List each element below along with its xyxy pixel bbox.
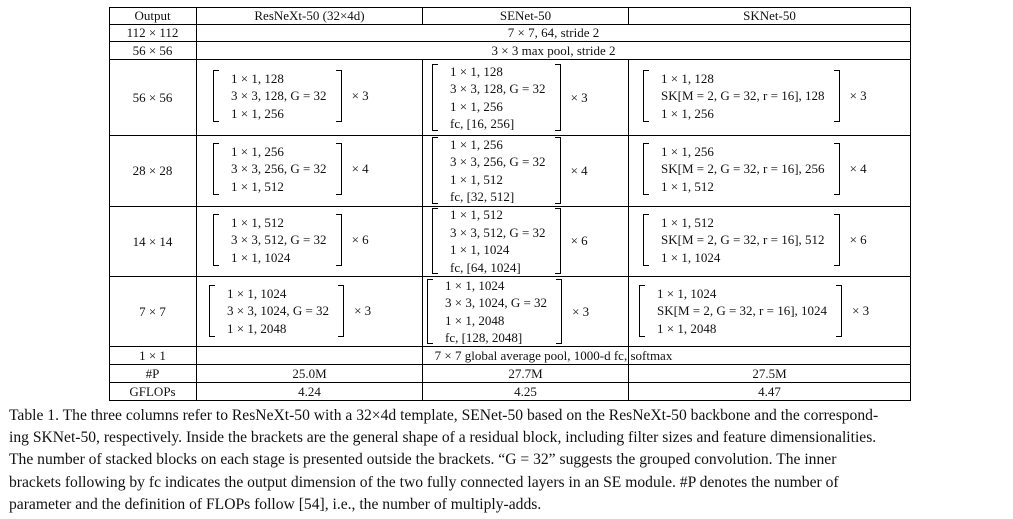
sknet-block-7 — [639, 283, 869, 339]
params-label: #P — [145, 365, 160, 381]
caption-line: Table 1. The three columns refer to ResNeXt-50 with a 32×4d template, SENet-50 based on the ResNeXt-50 backbone and the correspond- — [9, 407, 879, 424]
senet-block-14 — [432, 206, 588, 276]
block-line: 3 × 3, 128, G = 32 — [231, 88, 327, 104]
block-line: SK[M = 2, G = 32, r = 16], 128 — [661, 88, 825, 104]
output-28: 28 × 28 — [132, 163, 173, 178]
block-line: 3 × 3, 1024, G = 32 — [227, 303, 330, 319]
gflops-sknet: 4.47 — [758, 383, 781, 399]
block-line: 1 × 1, 1024 — [661, 249, 721, 265]
architecture-table — [109, 7, 911, 401]
resnext-block-14 — [213, 212, 369, 268]
block-line: SK[M = 2, G = 32, r = 16], 512 — [661, 232, 825, 248]
repeat-count: × 6 — [351, 232, 369, 247]
output-7: 7 × 7 — [139, 303, 166, 319]
params-senet: 27.7M — [508, 365, 543, 381]
repeat-count: × 4 — [570, 162, 588, 178]
block-line: 1 × 1, 512 — [661, 214, 714, 230]
block-line: 1 × 1, 512 — [231, 214, 284, 230]
output-1: 1 × 1 — [139, 347, 166, 363]
repeat-count: × 3 — [572, 303, 590, 319]
sknet-block-28 — [643, 141, 867, 197]
block-line: 3 × 3, 128, G = 32 — [450, 81, 546, 96]
block-line: 1 × 1, 1024 — [657, 285, 717, 301]
gflops-resnext: 4.24 — [298, 383, 321, 399]
caption-line: brackets following by fc indicates the output dimension of the two fully connected layers in an SE module. #P denotes the number of — [9, 473, 839, 491]
block-line: 1 × 1, 256 — [661, 143, 714, 159]
output-56: 56 × 56 — [132, 89, 173, 105]
block-line: 1 × 1, 2048 — [657, 320, 717, 336]
header-senet: SENet-50 — [499, 8, 552, 23]
block-line: 1 × 1, 1024 — [227, 285, 287, 301]
block-line: 1 × 1, 128 — [231, 70, 284, 86]
header-sknet: SKNet-50 — [743, 8, 796, 23]
block-line: 1 × 1, 256 — [231, 105, 284, 121]
repeat-count: × 4 — [849, 161, 867, 176]
block-line: 1 × 1, 1024 — [450, 242, 510, 257]
header-output: Output — [134, 8, 171, 23]
resnext-block-28 — [213, 141, 369, 197]
block-line: fc, [16, 256] — [450, 116, 515, 131]
block-line: 3 × 3, 512, G = 32 — [231, 232, 327, 248]
block-line: 1 × 1, 256 — [661, 105, 714, 121]
block-line: 1 × 1, 1024 — [231, 249, 291, 265]
repeat-count: × 3 — [852, 303, 870, 318]
output-112: 112 × 112 — [126, 25, 179, 40]
repeat-count: × 3 — [354, 303, 372, 318]
sknet-block-56 — [643, 68, 867, 124]
params-sknet: 27.5M — [752, 365, 787, 381]
block-line: 1 × 1, 256 — [450, 136, 503, 152]
resnext-block-7 — [209, 283, 371, 339]
block-line: 3 × 3, 256, G = 32 — [231, 161, 327, 177]
repeat-count: × 3 — [849, 88, 867, 103]
block-line: 1 × 1, 256 — [231, 143, 284, 159]
caption-line: The number of stacked blocks on each stage is presented outside the brackets. “G = 32” suggests the grouped convolution. The inner — [9, 451, 837, 469]
block-line: SK[M = 2, G = 32, r = 16], 1024 — [657, 303, 828, 319]
block-line: fc, [128, 2048] — [445, 330, 523, 345]
senet-block-7 — [427, 277, 589, 346]
header-resnext: ResNeXt-50 (32×4d) — [254, 8, 365, 23]
block-line: 3 × 3, 1024, G = 32 — [445, 295, 548, 310]
block-line: 3 × 3, 256, G = 32 — [450, 154, 546, 169]
block-line: 1 × 1, 512 — [231, 178, 284, 194]
block-line: fc, [64, 1024] — [450, 259, 521, 275]
block-line: SK[M = 2, G = 32, r = 16], 256 — [661, 161, 825, 177]
gflops-label: GFLOPs — [129, 383, 176, 399]
maxpool-spec: 3 × 3 max pool, stride 2 — [491, 42, 616, 58]
params-resnext: 25.0M — [292, 365, 327, 381]
classifier-spec: 7 × 7 global average pool, 1000-d fc, softmax — [434, 347, 673, 363]
block-line: 1 × 1, 512 — [661, 178, 714, 194]
repeat-count: × 6 — [570, 233, 588, 248]
caption-line: parameter and the definition of FLOPs follow [54], i.e., the number of multiply-adds. — [9, 495, 542, 513]
resnext-block-56 — [213, 68, 369, 124]
repeat-count: × 4 — [351, 161, 369, 176]
output-14: 14 × 14 — [132, 233, 173, 249]
block-line: 1 × 1, 2048 — [445, 312, 505, 328]
block-line: 1 × 1, 128 — [450, 63, 503, 79]
block-line: 1 × 1, 512 — [450, 207, 503, 222]
conv1-spec: 7 × 7, 64, stride 2 — [507, 25, 600, 40]
repeat-count: × 6 — [849, 232, 867, 247]
senet-block-28 — [432, 135, 588, 206]
block-line: 1 × 1, 2048 — [227, 320, 287, 336]
block-line: 1 × 1, 1024 — [445, 277, 505, 293]
block-line: 3 × 3, 512, G = 32 — [450, 224, 546, 240]
table-caption — [9, 405, 1007, 516]
gflops-senet: 4.25 — [514, 383, 537, 399]
block-line: 1 × 1, 512 — [450, 171, 503, 187]
repeat-count: × 3 — [351, 88, 369, 103]
sknet-block-14 — [643, 212, 867, 268]
repeat-count: × 3 — [570, 89, 588, 105]
block-line: 1 × 1, 256 — [450, 98, 503, 114]
senet-block-56 — [432, 62, 588, 133]
output-56-pool: 56 × 56 — [132, 42, 173, 58]
caption-line: ing SKNet-50, respectively. Inside the brackets are the general shape of a residual block, including filter sizes and feature dimensionalities. — [9, 429, 877, 447]
block-line: fc, [32, 512] — [450, 189, 515, 204]
block-line: 1 × 1, 128 — [661, 70, 714, 86]
